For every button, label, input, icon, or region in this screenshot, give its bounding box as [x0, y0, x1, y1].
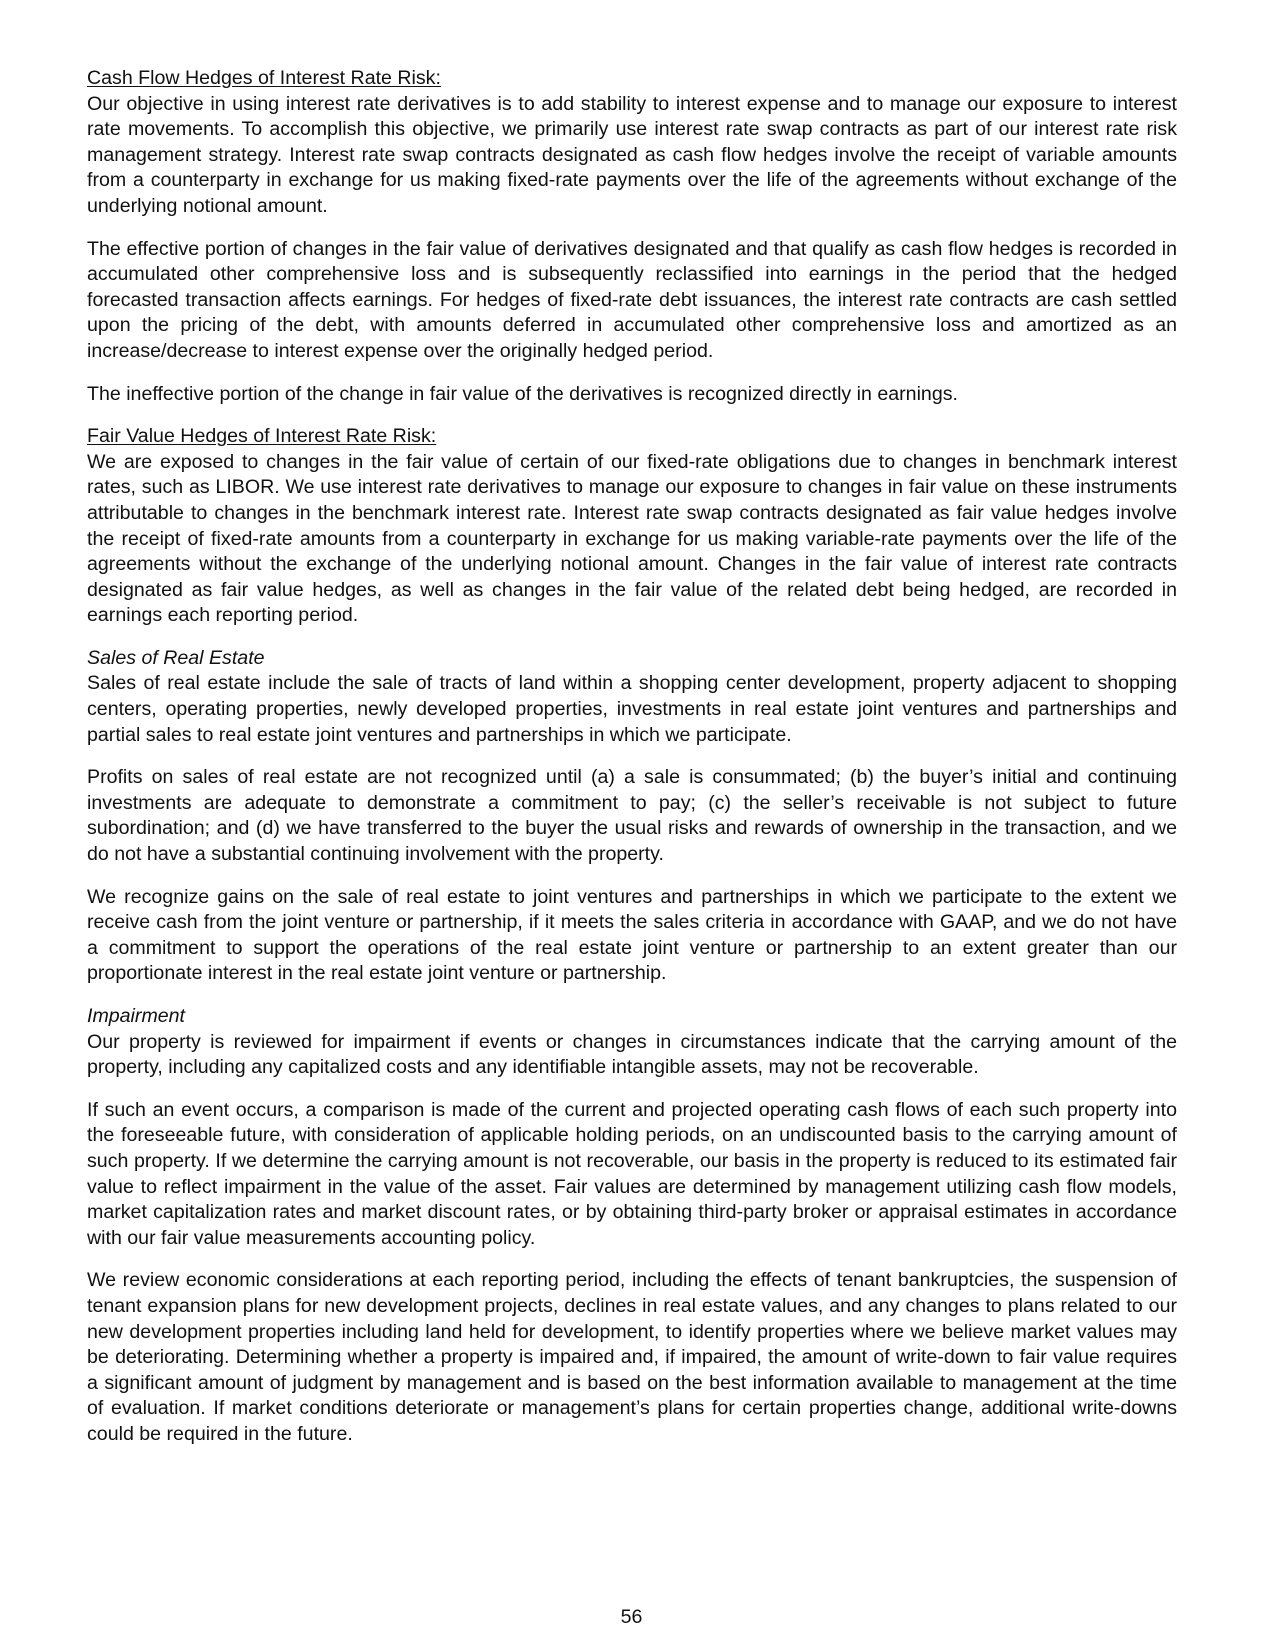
- section-heading: Sales of Real Estate: [87, 646, 265, 669]
- paragraph: The effective portion of changes in the fair value of derivatives designated and that qualify as cash flow hedges is recorded in accumulated other comprehensive loss and is subsequently reclassified into earnings in the period that the hedged forecasted transaction affects earnings. For hedges of fixed-rate debt issuances, the interest rate contracts are cash settled upon the pricing of the debt, with amounts deferred in accumulated other comprehensive loss and amortized as an increase/decrease to interest expense over the originally hedged period.: [87, 237, 1177, 362]
- paragraph: Our objective in using interest rate derivatives is to add stability to interest expense and to manage our exposure to interest rate movements. To accomplish this objective, we primarily use interest rate swap contracts as part of our interest rate risk management strategy. Interest rate swap contracts designated as cash flow hedges involve the receipt of variable amounts from a counterparty in exchange for us making fixed-rate payments over the life of the agreements without exchange of the underlying notional amount.: [87, 92, 1177, 217]
- paragraph: If such an event occurs, a comparison is made of the current and projected operating cash flows of each such property into the foreseeable future, with consideration of applicable holding periods, on an undiscounted basis to the carrying amount of such property. If we determine the carrying amount is not recoverable, our basis in the property is reduced to its estimated fair value to reflect impairment in the value of the asset. Fair values are determined by management utilizing cash flow models, market capitalization rates and market discount rates, or by obtaining third-party broker or appraisal estimates in accordance with our fair value measurements accounting policy.: [87, 1098, 1177, 1249]
- section-fair-value-hedges: [87, 424, 1177, 629]
- section-heading: Impairment: [87, 1005, 185, 1027]
- paragraph: The ineffective portion of the change in fair value of the derivatives is recognized directly in earnings.: [87, 382, 958, 405]
- document-page: [87, 66, 1177, 1465]
- paragraph: Profits on sales of real estate are not recognized until (a) a sale is consummated; (b) the buyer’s initial and continuing investments are adequate to demonstrate a commitment to pay; (c) the seller’s receivable is not subject to future subordination; and (d) we have transferred to the buyer the usual risks and rewards of ownership in the transaction, and we do not have a substantial continuing involvement with the property.: [87, 766, 1177, 866]
- paragraph: Our property is reviewed for impairment if events or changes in circumstances indicate that the carrying amount of the property, including any capitalized costs and any identifiable intangible assets, may not be recoverable.: [87, 1030, 1177, 1079]
- section-sales-of-real-estate: [87, 646, 1177, 987]
- section-heading: Fair Value Hedges of Interest Rate Risk:: [87, 425, 437, 448]
- section-cash-flow-hedges: [87, 66, 1177, 407]
- section-heading: Cash Flow Hedges of Interest Rate Risk:: [87, 67, 441, 89]
- paragraph: We are exposed to changes in the fair value of certain of our fixed-rate obligations due to changes in benchmark interest rates, such as LIBOR. We use interest rate derivatives to manage our exposure to changes in fair value on these instruments attributable to changes in the benchmark interest rate. Interest rate swap contracts designated as fair value hedges involve the receipt of fixed-rate amounts from a counterparty in exchange for us making variable-rate payments over the life of the agreements without the exchange of the underlying notional amount. Changes in the fair value of interest rate contracts designated as fair value hedges, as well as changes in the fair value of the related debt being hedged, are recorded in earnings each reporting period.: [87, 450, 1177, 627]
- page-number: 56: [620, 1606, 643, 1628]
- paragraph: We recognize gains on the sale of real estate to joint ventures and partnerships in which we participate to the extent we receive cash from the joint venture or partnership, if it meets the sales criteria in accordance with GAAP, and we do not have a commitment to support the operations of the real estate joint venture or partnership to an extent greater than our proportionate interest in the real estate joint venture or partnership.: [87, 885, 1177, 985]
- paragraph: Sales of real estate include the sale of tracts of land within a shopping center development, property adjacent to shopping centers, operating properties, newly developed properties, investments in real estate joint ventures and partnerships and partial sales to real estate joint ventures and partnerships in which we participate.: [87, 672, 1177, 746]
- paragraph: We review economic considerations at each reporting period, including the effects of tenant bankruptcies, the suspension of tenant expansion plans for new development projects, declines in real estate values, and any changes to plans related to our new development properties including land held for development, to identify properties where we believe market values may be deteriorating. Determining whether a property is impaired and, if impaired, the amount of write-down to fair value requires a significant amount of judgment by management and is based on the best information available to management at the time of evaluation. If market conditions deteriorate or management’s plans for certain properties change, additional write-downs could be required in the future.: [87, 1269, 1177, 1445]
- section-impairment: [87, 1004, 1177, 1448]
